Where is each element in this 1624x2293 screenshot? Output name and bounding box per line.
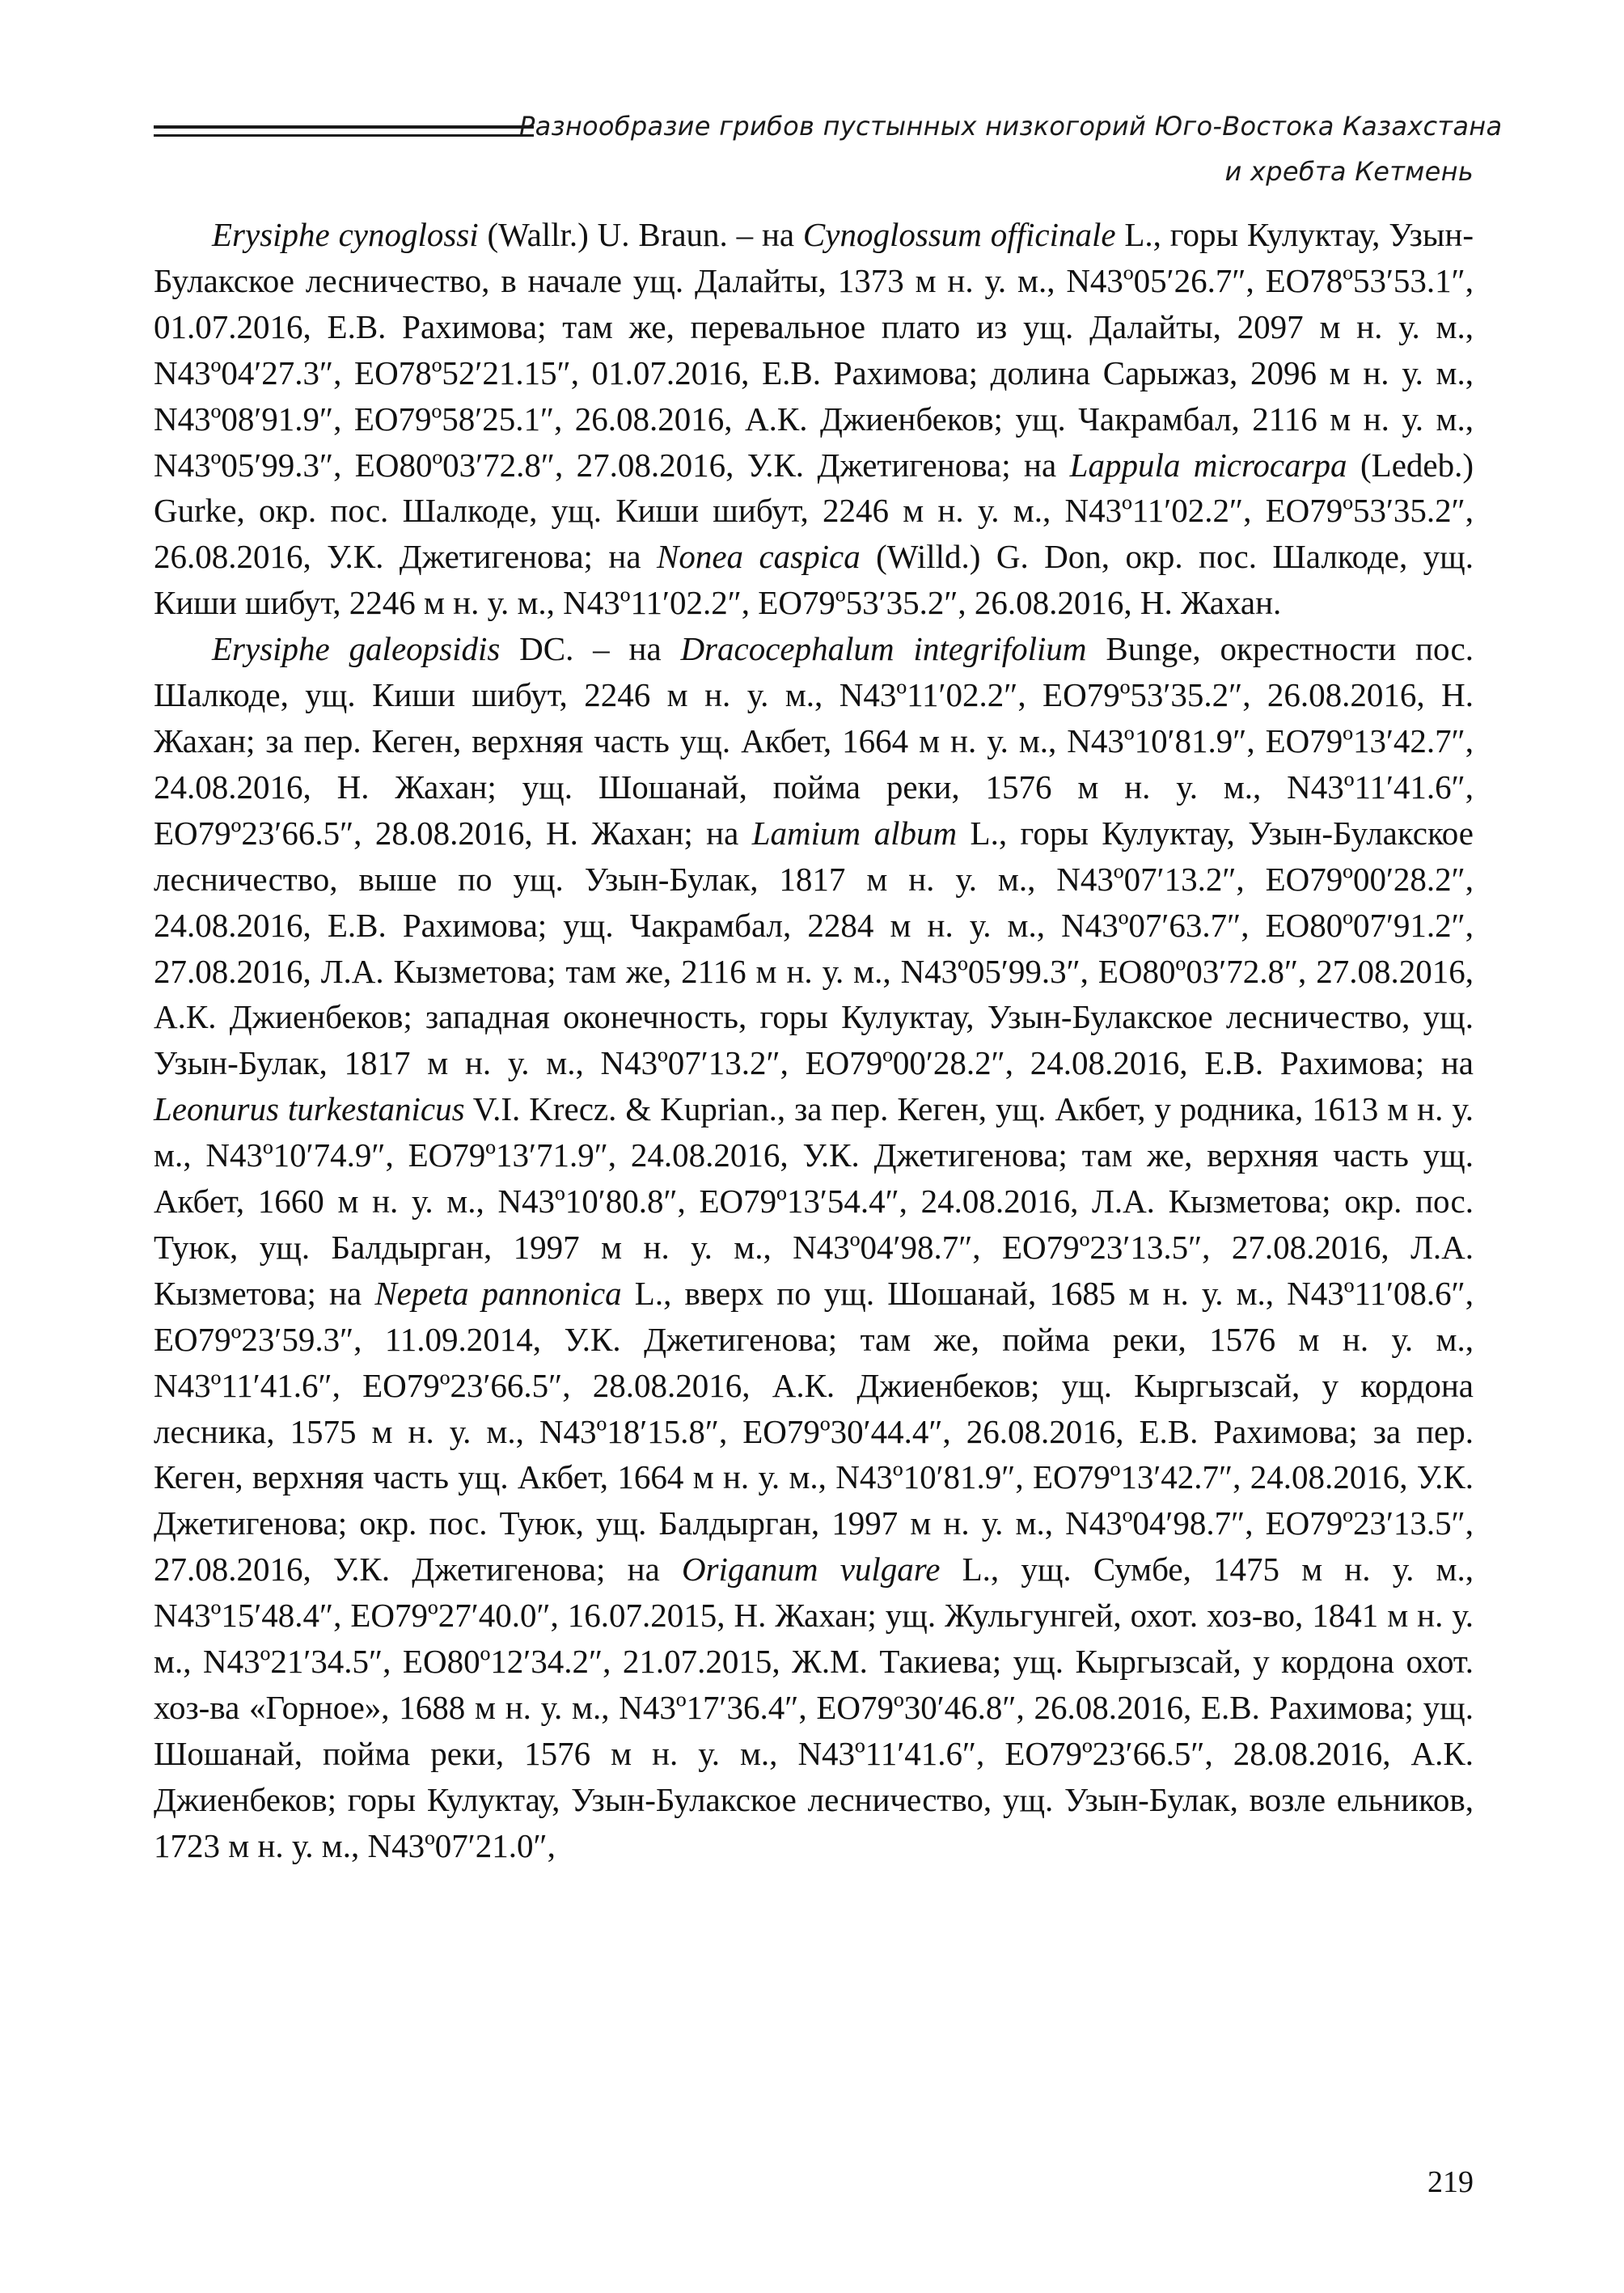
text-run: L., горы Кулуктау, Узын-Булакское лесничество, в начале ущ. Далайты, 1373 м н. у. м., N43º05′26.7″, EO78º53′53.1″, 01.07.2016, Е.В. Рахимова; там же, перевальное плато из ущ. Далайты, 2097 м н. у. м., N43º04′27.3″, EO78º52′21.15″, 01.07.2016, Е.В. Рахимова; долина Сарыжаз, 2096 м н. у. м., N43º08′91.9″, EO79º58′25.1″, 26.08.2016, А.К. Джиенбеков; ущ. Чакрамбал, 2116 м н. у. м., N43º05′99.3″, EO80º03′72.8″, 27.08.2016, У.К. Джетигенова; на bbox=[154, 216, 1474, 484]
body-paragraph bbox=[154, 626, 1474, 1868]
text-run: (Ledeb.) Gurke, окр. пос. Шалкоде, ущ. Киши шибут, 2246 м н. у. м., N43º11′02.2″, EO79º53′35.2″, 26.08.2016, У.К. Джетигенова; на bbox=[154, 446, 1474, 576]
body-text bbox=[154, 212, 1474, 1869]
species-name: Leonurus turkestanicus bbox=[154, 1090, 465, 1128]
species-name: Lamium album bbox=[751, 814, 958, 852]
text-run: L., горы Кулуктау, Узын-Булакское лесничество, выше по ущ. Узын-Булак, 1817 м н. у. м., N43º07′13.2″, EO79º00′28.2″, 24.08.2016, Е.В. Рахимова; ущ. Чакрамбал, 2284 м н. у. м., N43º07′63.7″, EO80º07′91.2″, 27.08.2016, Л.А. Кызметова; там же, 2116 м н. у. м., N43º05′99.3″, EO80º03′72.8″, 27.08.2016, А.К. Джиенбеков; западная оконечность, горы Кулуктау, Узын-Булакское лесничество, ущ. Узын-Булак, 1817 м н. у. м., N43º07′13.2″, EO79º00′28.2″, 24.08.2016, Е.В. Рахимова; на bbox=[154, 814, 1474, 1082]
text-run: DC. – на bbox=[500, 630, 681, 668]
species-name: Erysiphe galeopsidis bbox=[212, 630, 501, 668]
text-run: L., ущ. Сумбе, 1475 м н. у. м., N43º15′48.4″, EO79º27′40.0″, 16.07.2015, Н. Жахан; ущ. Жульгунгей, охот. хоз-во, 1841 м н. у. м., N43º21′34.5″, EO80º12′34.2″, 21.07.2015, Ж.М. Такиева; ущ. Кыргызсай, у кордона охот. хоз-ва «Горное», 1688 м н. у. м., N43º17′36.4″, EO79º30′46.8″, 26.08.2016, Е.В. Рахимова; ущ. Шошанай, пойма реки, 1576 м н. у. м., N43º11′41.6″, EO79º23′66.5″, 28.08.2016, А.К. Джиенбеков; горы Кулуктау, Узын-Булакское лесничество, ущ. Узын-Булак, возле ельников, 1723 м н. у. м., N43º07′21.0″, bbox=[154, 1551, 1474, 1864]
species-name: Erysiphe cynoglossi bbox=[212, 216, 479, 253]
header-rule-thin bbox=[154, 134, 534, 137]
species-name: Nepeta pannonica bbox=[374, 1274, 622, 1312]
text-run: L., вверх по ущ. Шошанай, 1685 м н. у. м., N43º11′08.6″, EO79º23′59.3″, 11.09.2014, У.К. Джетигенова; там же, пойма реки, 1576 м н. у. м., N43º11′41.6″, EO79º23′66.5″, 28.08.2016, А.К. Джиенбеков; ущ. Кыргызсай, у кордона лесника, 1575 м н. у. м., N43º18′15.8″, EO79º30′44.4″, 26.08.2016, Е.В. Рахимова; за пер. Кеген, верхняя часть ущ. Акбет, 1664 м н. у. м., N43º10′81.9″, EO79º13′42.7″, 24.08.2016, У.К. Джетигенова; окр. пос. Туюк, ущ. Балдырган, 1997 м н. у. м., N43º04′98.7″, EO79º23′13.5″, 27.08.2016, У.К. Джетигенова; на bbox=[154, 1274, 1474, 1589]
header-rule-thick bbox=[154, 125, 534, 129]
species-name: Dracocephalum integrifolium bbox=[680, 630, 1087, 668]
body-paragraph bbox=[154, 212, 1474, 626]
text-run: Bunge, окрестности пос. Шалкоде, ущ. Киши шибут, 2246 м н. у. м., N43º11′02.2″, EO79º53′35.2″, 26.08.2016, Н. Жахан; за пер. Кеген, верхняя часть ущ. Акбет, 1664 м н. у. м., N43º10′81.9″, EO79º13′42.7″, 24.08.2016, Н. Жахан; ущ. Шошанай, пойма реки, 1576 м н. у. м., N43º11′41.6″, EO79º23′66.5″, 28.08.2016, Н. Жахан; на bbox=[154, 630, 1474, 852]
running-head bbox=[519, 104, 1503, 194]
species-name: Lappula microcarpa bbox=[1069, 446, 1347, 484]
species-name: Cynoglossum officinale bbox=[802, 216, 1116, 253]
text-run: (Willd.) G. Don, окр. пос. Шалкоде, ущ. Киши шибут, 2246 м н. у. м., N43º11′02.2″, EO79º53′35.2″, 26.08.2016, Н. Жахан. bbox=[154, 538, 1474, 622]
species-name: Nonea caspica bbox=[656, 538, 861, 576]
running-head-line-2: и хребта Кетмень bbox=[1224, 156, 1474, 187]
text-run: V.I. Krecz. & Kuprian., за пер. Кеген, ущ. Акбет, у родника, 1613 м н. у. м., N43º10′74.9″, EO79º13′71.9″, 24.08.2016, У.К. Джетигенова; там же, верхняя часть ущ. Акбет, 1660 м н. у. м., N43º10′80.8″, EO79º13′54.4″, 24.08.2016, Л.А. Кызметова; окр. пос. Туюк, ущ. Балдырган, 1997 м н. у. м., N43º04′98.7″, EO79º23′13.5″, 27.08.2016, Л.А. Кызметова; на bbox=[154, 1090, 1474, 1312]
page-number: 219 bbox=[1427, 2165, 1474, 2199]
species-name: Origanum vulgare bbox=[681, 1551, 941, 1589]
text-run: (Wallr.) U. Braun. – на bbox=[478, 216, 803, 253]
running-head-line-1: Разнообразие грибов пустынных низкогорий Юго-Востока Казахстана bbox=[519, 111, 1503, 142]
